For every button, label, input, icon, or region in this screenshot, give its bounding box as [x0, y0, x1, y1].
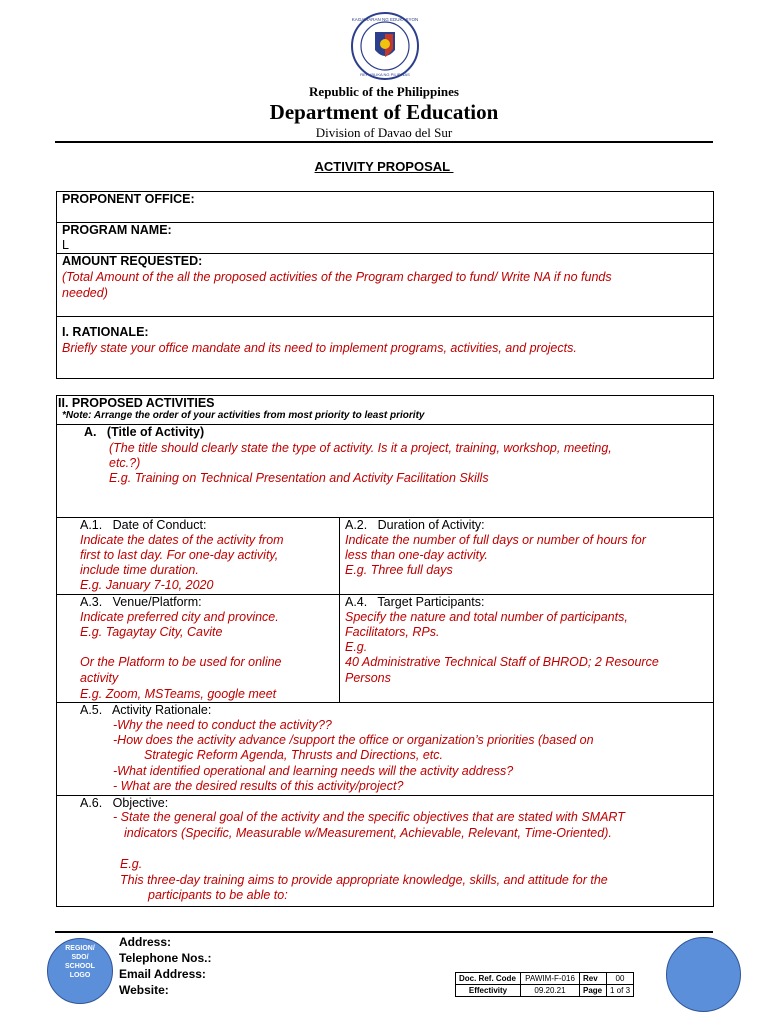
- activity-rationale-hint: -How does the activity advance /support the office or organization’s priorities (based on: [113, 733, 594, 747]
- participants-hint: E.g.: [345, 640, 368, 654]
- activity-title-hint: E.g. Training on Technical Presentation and Activity Facilitation Skills: [109, 471, 489, 485]
- activity-rationale-hint: - What are the desired results of this activity/project?: [113, 779, 404, 793]
- division-name: Division of Davao del Sur: [315, 125, 453, 140]
- activity-rationale-hint: Strategic Reform Agenda, Thrusts and Directions, etc.: [144, 748, 443, 762]
- participants-hint: 40 Administrative Technical Staff of BHROD; 2 Resource: [345, 655, 659, 669]
- proposed-activities-label: II. PROPOSED ACTIVITIES: [58, 396, 215, 410]
- venue-hint: Or the Platform to be used for online: [80, 655, 282, 669]
- venue-hint: E.g. Zoom, MSTeams, google meet: [80, 687, 277, 701]
- objective-label: A.6. Objective:: [80, 796, 169, 810]
- duration-label: A.2. Duration of Activity:: [345, 518, 485, 532]
- header-rule: [55, 141, 713, 143]
- program-name-label: PROGRAM NAME:: [62, 223, 172, 237]
- date-hint: Indicate the dates of the activity from: [80, 533, 284, 547]
- venue-label: A.3. Venue/Platform:: [80, 595, 202, 609]
- objective-hint: - State the general goal of the activity and the specific objectives that are stated with SMART: [113, 810, 625, 824]
- activity-title-hint: (The title should clearly state the type of activity. Is it a project, training, workshop, meeting,: [109, 441, 612, 455]
- amount-requested-label: AMOUNT REQUESTED:: [62, 254, 203, 268]
- date-hint: first to last day. For one-day activity,: [80, 548, 279, 562]
- objective-hint: E.g.: [120, 857, 143, 871]
- logo-text: REGION/: [65, 945, 95, 952]
- svg-text:KAGAWARAN NG EDUKASYON: KAGAWARAN NG EDUKASYON: [351, 17, 419, 22]
- activity-rationale-hint: -What identified operational and learning needs will the activity address?: [113, 764, 514, 778]
- svg-text:REPUBLIKA NG PILIPINAS: REPUBLIKA NG PILIPINAS: [360, 72, 410, 77]
- participants-hint: Facilitators, RPs.: [345, 625, 440, 639]
- activity-title-hint: etc.?): [109, 456, 141, 470]
- date-of-conduct-label: A.1. Date of Conduct:: [80, 518, 207, 532]
- target-participants-label: A.4. Target Participants:: [345, 595, 485, 609]
- venue-hint: Indicate preferred city and province.: [80, 610, 279, 624]
- republic-line: Republic of the Philippines: [309, 84, 459, 99]
- priority-note: *Note: Arrange the order of your activities from most priority to least priority: [62, 410, 425, 421]
- activity-rationale-label: A.5. Activity Rationale:: [80, 703, 212, 717]
- participants-hint: Specify the nature and total number of participants,: [345, 610, 628, 624]
- address-label: Address:: [119, 935, 172, 949]
- date-hint: include time duration.: [80, 563, 199, 577]
- logo-text: SDO/: [71, 954, 89, 961]
- doc-ref-value: PAWIM-F-016: [521, 973, 580, 985]
- rationale-label: I. RATIONALE:: [62, 325, 149, 339]
- telephone-label: Telephone Nos.:: [119, 951, 212, 965]
- objective-hint: participants to be able to:: [148, 888, 288, 902]
- page-label: Page: [580, 985, 607, 997]
- rationale-hint: Briefly state your office mandate and its need to implement programs, activities, and projects.: [62, 341, 577, 355]
- date-hint: E.g. January 7-10, 2020: [80, 578, 214, 592]
- objective-hint: indicators (Specific, Measurable w/Measurement, Achievable, Relevant, Time-Oriented).: [124, 826, 612, 840]
- department-name: Department of Education: [269, 100, 499, 124]
- document-reference-table: [455, 972, 634, 997]
- participants-hint: Persons: [345, 671, 391, 685]
- logo-text: SCHOOL: [65, 963, 95, 970]
- footer-rule: [55, 931, 713, 933]
- effectivity-value: 09.20.21: [521, 985, 580, 997]
- region-sdo-school-logo: [47, 938, 113, 1004]
- page-value: 1 of 3: [607, 985, 634, 997]
- duration-hint: Indicate the number of full days or number of hours for: [345, 533, 646, 547]
- effectivity-label: Effectivity: [456, 985, 521, 997]
- rev-label: Rev: [580, 973, 607, 985]
- objective-hint: This three-day training aims to provide appropriate knowledge, skills, and attitude for the: [120, 873, 608, 887]
- footer-circle: [666, 937, 741, 1012]
- duration-hint: E.g. Three full days: [345, 563, 453, 577]
- amount-hint-line: needed): [62, 286, 108, 300]
- duration-hint: less than one-day activity.: [345, 548, 488, 562]
- logo-text: LOGO: [69, 972, 91, 979]
- venue-hint: activity: [80, 671, 119, 685]
- deped-seal-icon: [351, 12, 419, 80]
- column-divider: [339, 517, 340, 702]
- divider: [56, 316, 714, 317]
- program-name-value[interactable]: L: [62, 238, 69, 252]
- venue-hint: E.g. Tagaytay City, Cavite: [80, 625, 223, 639]
- activity-rationale-hint: -Why the need to conduct the activity??: [113, 718, 332, 732]
- email-label: Email Address:: [119, 967, 206, 981]
- proponent-office-label: PROPONENT OFFICE:: [62, 192, 195, 206]
- doc-ref-label: Doc. Ref. Code: [456, 973, 521, 985]
- website-label: Website:: [119, 983, 169, 997]
- page-title: ACTIVITY PROPOSAL: [314, 159, 454, 174]
- amount-hint-line: (Total Amount of the all the proposed activities of the Program charged to fund/ Write NA if no funds: [62, 270, 612, 284]
- activity-title-label: A. (Title of Activity): [84, 425, 205, 439]
- rev-value: 00: [607, 973, 634, 985]
